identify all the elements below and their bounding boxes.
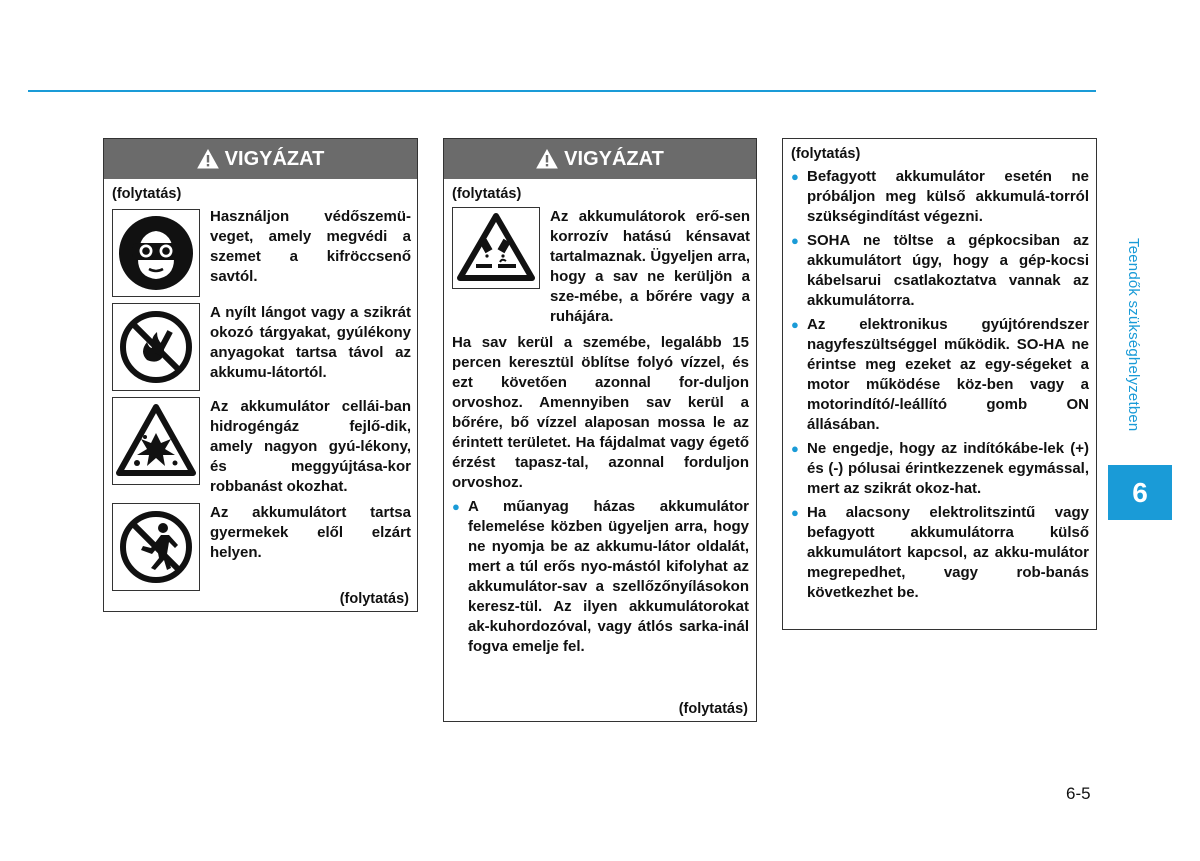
row-text: Az akkumulátor cellái-ban hidrogéngáz fejlő-dik, amely nagyon gyú-lékony, és meggyújtása-kor robbanást okozhat. (210, 398, 411, 495)
bullet-dot: ● (791, 169, 799, 184)
corrosive-warning-icon (456, 212, 536, 284)
acid-first-aid-paragraph: Ha sav kerül a szemébe, legalább 15 percen keresztül öblítse folyó vízzel, és ezt követően azonnal for-duljon orvoshoz. Amennyiben sav kerül a bőrére, bő vízzel alaposan mossa le az érintett területet. Ha fájdalmat vagy égető érzést tapasz-tal, azonnal forduljon orvoshoz. (452, 334, 749, 491)
bullet-dot: ● (791, 317, 799, 332)
warning-triangle-icon (536, 149, 558, 169)
icon-frame (452, 207, 540, 289)
corrosive-text: Az akkumulátorok erő-sen korrozív hatású kénsavat tartalmaznak. Ügyeljen arra, hogy a sav ne kerüljön a sze-mébe, a bőrére vagy a ruhájára. (550, 208, 750, 325)
row-text: A nyílt lángot vagy a szikrát okozó tárgyakat, gyúlékony anyagokat tartsa távol az akkumu-látortól. (210, 304, 411, 381)
bullet-item (791, 315, 1089, 435)
continued-footer: (folytatás) (678, 701, 748, 717)
corrosive-row (452, 207, 750, 327)
caution-title: VIGYÁZAT (564, 147, 664, 170)
bullet-item (791, 439, 1089, 499)
bullet-item (791, 167, 1089, 227)
caution-box-1 (103, 138, 418, 612)
safety-row (112, 207, 411, 297)
safety-goggles-icon (116, 213, 196, 293)
bullet-text: Ha alacsony elektrolitszintű vagy befagyott akkumulátorra külső akkumulátort kapcsol, az akku-mulátor megrepedhet, vagy rob-banás következhet be. (807, 504, 1089, 601)
no-flame-row (112, 303, 411, 391)
bullet-item (791, 231, 1089, 311)
bullet-item (452, 497, 749, 657)
row-text: Használjon védőszemü-veget, amely megvédi a szemet a kifröccsenő savtól. (210, 208, 411, 285)
continued-label: (folytatás) (452, 186, 522, 202)
keep-away-children-icon (117, 508, 195, 586)
chapter-tab: 6 (1108, 465, 1172, 520)
bullet-item (791, 503, 1089, 603)
bullet-text: Ne engedje, hogy az indítókábe-lek (+) és (-) pólusai érintkezzenek egymással, mert az szikrát okoz-hat. (807, 440, 1089, 497)
continued-label: (folytatás) (112, 186, 182, 202)
warning-triangle-icon (197, 149, 219, 169)
icon-frame (112, 209, 200, 297)
caution-box-3 (782, 138, 1097, 630)
continued-label: (folytatás) (791, 146, 861, 162)
bullet-text: Az elektronikus gyújtórendszer nagyfeszültséggel működik. SO-HA ne érintse meg ezeket az egy-ségeket a motor működése köz-ben vagy a motorindító/-leállító gomb ON állásában. (807, 316, 1089, 433)
caution-header (444, 139, 756, 179)
row-text: Az akkumulátort tartsa gyermekek elől elzárt helyen. (210, 504, 411, 561)
page-number: 6-5 (1066, 784, 1091, 803)
bullet-text: SOHA ne töltse a gépkocsiban az akkumulátort úgy, hogy a gép-kocsi kábelsarui csatlakoztatva vannak az akkumulátorra. (807, 232, 1089, 309)
bullet-text: Befagyott akkumulátor esetén ne próbáljon meg külső akkumulá-torról szükségindítást végezni. (807, 168, 1089, 225)
chapter-side-title: Teendők szükséghelyzetben (1125, 238, 1142, 432)
icon-frame (112, 303, 200, 391)
top-rule (28, 90, 1096, 92)
explosion-row (112, 397, 411, 497)
bullet-dot: ● (452, 499, 460, 514)
caution-title: VIGYÁZAT (224, 147, 325, 170)
icon-frame (112, 397, 200, 485)
icon-frame (112, 503, 200, 591)
caution-header (104, 139, 417, 179)
bullet-text: A műanyag házas akkumulátor felemelése közben ügyeljen arra, hogy ne nyomja be az akkumu-látor oldalát, mert a túl erős nyo-mástól kifolyhat az akkumulátor-sav a szellőzőnyílásokon keresz-tül. Az ilyen akkumulátorokat ak-kuhordozóval, vagy átlós sarka-inál fogva emelje fel. (468, 498, 749, 655)
explosion-warning-icon (115, 403, 197, 479)
no-open-flame-icon (117, 308, 195, 386)
children-row (112, 503, 411, 591)
bullet-dot: ● (791, 441, 799, 456)
continued-footer: (folytatás) (339, 591, 409, 607)
bullet-dot: ● (791, 505, 799, 520)
caution-box-2 (443, 138, 757, 722)
bullet-dot: ● (791, 233, 799, 248)
